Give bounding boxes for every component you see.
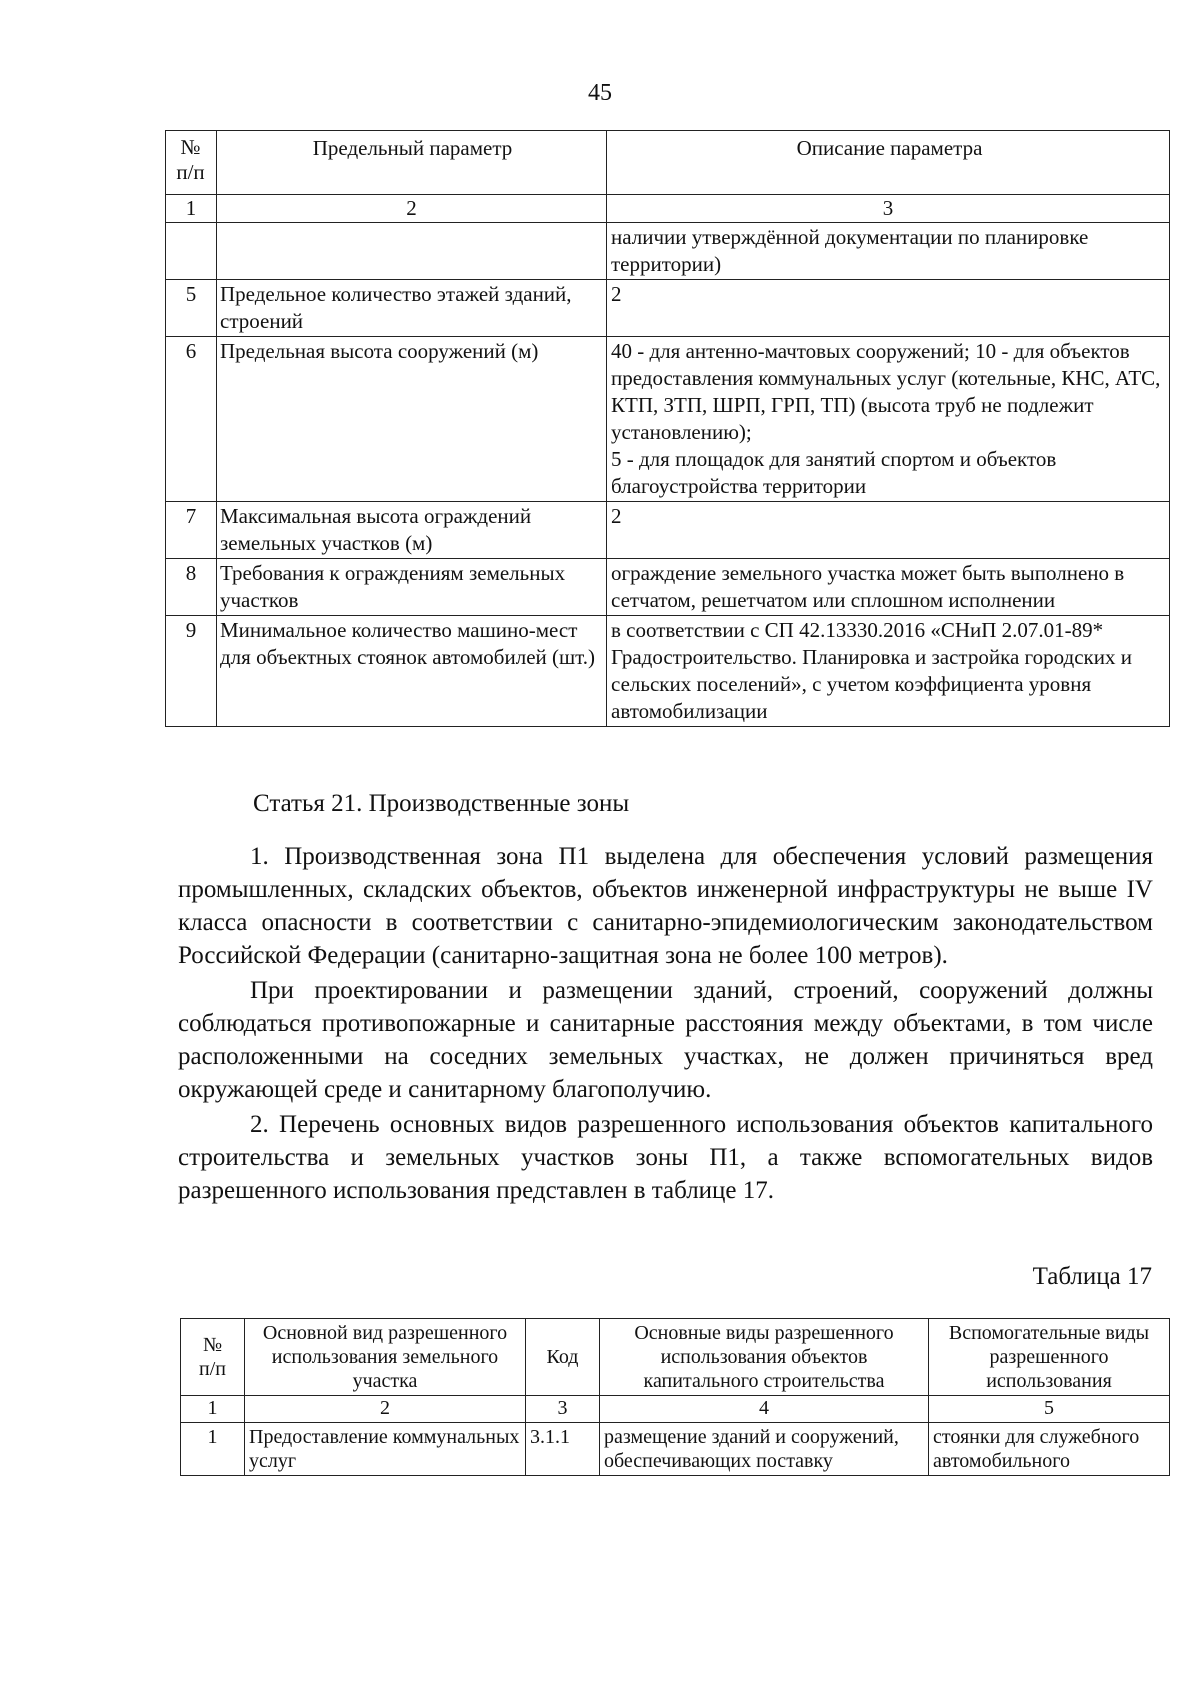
row-param: Предельное количество этажей зданий, строений [217, 280, 607, 337]
index-cell: 2 [245, 1396, 526, 1423]
row-num [166, 223, 217, 280]
row-num: 5 [166, 280, 217, 337]
header-code: Код [526, 1319, 600, 1396]
row-aux: стоянки для служебного автомобильного [929, 1423, 1170, 1476]
article-heading: Статья 21. Производственные зоны [253, 790, 630, 817]
table-header-row [166, 131, 1170, 195]
row-param: Предельная высота сооружений (м) [217, 337, 607, 502]
row-main: размещение зданий и сооружений, обеспечивающих поставку [600, 1423, 929, 1476]
column-index-row [181, 1396, 1170, 1423]
header-param: Предельный параметр [217, 131, 607, 195]
row-num: 6 [166, 337, 217, 502]
header-aux: Вспомогательные виды разрешенного использования [929, 1319, 1170, 1396]
row-desc: 40 - для антенно-мачтовых сооружений; 10 - для объектов предоставления коммунальных услуг (котельные, КНС, АТС, КТП, ЗТП, ШРП, ГРП, ТП) (высота труб не подлежит установлению); 5 - для площадок для занятий спортом и объектов благоустройства территории [607, 337, 1170, 502]
row-desc: 2 [607, 280, 1170, 337]
index-cell: 1 [181, 1396, 245, 1423]
index-cell: 4 [600, 1396, 929, 1423]
parameters-table [165, 130, 1170, 727]
row-num: 9 [166, 616, 217, 727]
article-paragraph: 2. Перечень основных видов разрешенного использования объектов капитального строительства и земельных участков зоны П1, а также вспомогательных видов разрешенного использования представлен в таблице 17. [178, 1111, 1153, 1204]
row-param: Минимальное количество машино-мест для объектных стоянок автомобилей (шт.) [217, 616, 607, 727]
row-num: 1 [181, 1423, 245, 1476]
row-code: 3.1.1 [526, 1423, 600, 1476]
column-index-row [166, 195, 1170, 223]
header-num: № п/п [181, 1319, 245, 1396]
row-param [217, 223, 607, 280]
header-desc: Описание параметра [607, 131, 1170, 195]
table-caption: Таблица 17 [1032, 1263, 1152, 1290]
index-cell: 1 [166, 195, 217, 223]
index-cell: 3 [607, 195, 1170, 223]
table-row [166, 616, 1170, 727]
row-desc: ограждение земельного участка может быть выполнено в сетчатом, решетчатом или сплошном исполнении [607, 559, 1170, 616]
index-cell: 2 [217, 195, 607, 223]
page-number: 45 [588, 80, 612, 106]
article-body [178, 840, 1153, 1209]
index-cell: 3 [526, 1396, 600, 1423]
land-use-table [180, 1318, 1170, 1476]
row-num: 7 [166, 502, 217, 559]
index-cell: 5 [929, 1396, 1170, 1423]
row-desc: в соответствии с СП 42.13330.2016 «СНиП 2.07.01-89* Градостроительство. Планировка и застройка городских и сельских поселений», с учетом коэффициента уровня автомобилизации [607, 616, 1170, 727]
row-kind: Предоставление коммунальных услуг [245, 1423, 526, 1476]
table-row [181, 1423, 1170, 1476]
table-row [166, 559, 1170, 616]
row-param: Максимальная высота ограждений земельных участков (м) [217, 502, 607, 559]
header-main: Основные виды разрешенного использования объектов капитального строительства [600, 1319, 929, 1396]
header-kind: Основной вид разрешенного использования земельного участка [245, 1319, 526, 1396]
table-header-row [181, 1319, 1170, 1396]
row-num: 8 [166, 559, 217, 616]
row-desc: 2 [607, 502, 1170, 559]
table-row [166, 337, 1170, 502]
header-num: № п/п [166, 131, 217, 195]
row-param: Требования к ограждениям земельных участков [217, 559, 607, 616]
article-paragraph: 1. Производственная зона П1 выделена для обеспечения условий размещения промышленных, складских объектов, объектов инженерной инфраструктуры не выше IV класса опасности в соответствии с санитарно-эпидемиологическим законодательством Российской Федерации (санитарно-защитная зона не более 100 метров). [178, 843, 1153, 969]
table-row [166, 223, 1170, 280]
article-paragraph: При проектировании и размещении зданий, строений, сооружений должны соблюдаться противопожарные и санитарные расстояния между объектами, в том числе расположенными на соседних земельных участках, не должен причиняться вред окружающей среде и санитарному благополучию. [178, 977, 1153, 1103]
table-row [166, 502, 1170, 559]
row-desc: наличии утверждённой документации по планировке территории) [607, 223, 1170, 280]
table-row [166, 280, 1170, 337]
